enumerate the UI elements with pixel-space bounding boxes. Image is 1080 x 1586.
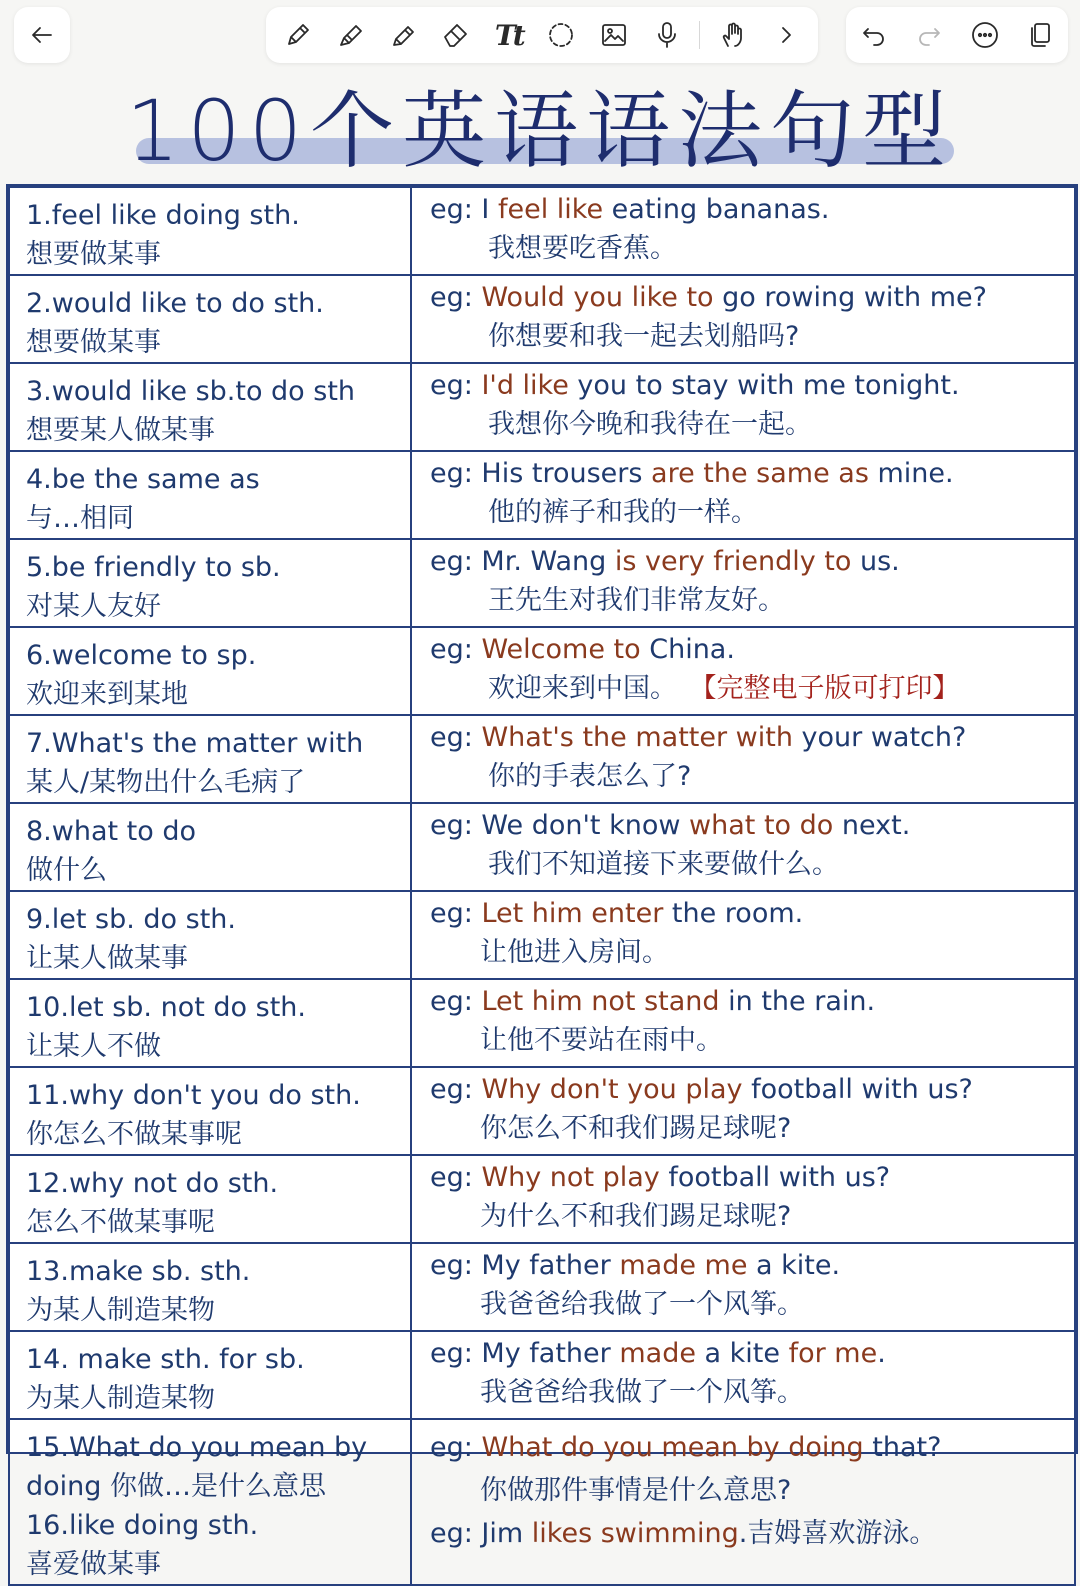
- pattern-english: 16.like doing sth.: [26, 1510, 259, 1541]
- image-icon: [599, 20, 629, 50]
- example-english: eg: His trousers are the same as mine.: [430, 458, 954, 489]
- example-cell: [411, 1419, 1075, 1585]
- table-row: [9, 1243, 1075, 1331]
- example-cell: [411, 1331, 1075, 1419]
- example-chinese: 让他不要站在雨中。: [480, 1025, 723, 1056]
- example-english: eg: Jim likes swimming.吉姆喜欢游泳。: [430, 1518, 937, 1549]
- pattern-cell: [9, 451, 411, 539]
- example-english: eg: Mr. Wang is very friendly to us.: [430, 546, 900, 577]
- example-chinese: 让他进入房间。: [480, 937, 669, 968]
- pattern-chinese: 某人/某物出什么毛病了: [26, 767, 306, 798]
- example-english: eg: Let him not stand in the rain.: [430, 986, 876, 1017]
- example-cell: [411, 539, 1075, 627]
- example-english: eg: Welcome to China.: [430, 634, 735, 665]
- pattern-cell: [9, 1331, 411, 1419]
- pattern-english: 13.make sb. sth.: [26, 1256, 251, 1287]
- arrow-left-icon: [27, 20, 57, 50]
- table-row: [9, 363, 1075, 451]
- table-row: [9, 451, 1075, 539]
- example-english: eg: My father made me a kite.: [430, 1250, 841, 1281]
- pattern-cell: [9, 979, 411, 1067]
- example-cell: [411, 979, 1075, 1067]
- table-row: [9, 1067, 1075, 1155]
- example-english: eg: My father made a kite for me.: [430, 1338, 886, 1369]
- microphone-tool-button[interactable]: [647, 15, 687, 55]
- back-button[interactable]: [22, 15, 62, 55]
- lasso-tool-button[interactable]: [541, 15, 581, 55]
- example-chinese: 你的手表怎么了?: [488, 761, 692, 792]
- example-chinese: 王先生对我们非常友好。: [488, 585, 785, 616]
- eraser-icon: [441, 20, 471, 50]
- promo-note: 【完整电子版可打印】: [703, 673, 960, 704]
- more-icon: [970, 20, 1000, 50]
- table-row: [9, 627, 1075, 715]
- pattern-english: 2.would like to do sth.: [26, 288, 324, 319]
- pattern-english: 15.What do you mean by: [26, 1432, 368, 1463]
- table-row: [9, 979, 1075, 1067]
- pattern-english: 11.why don't you do sth.: [26, 1080, 361, 1111]
- pattern-chinese: 你怎么不做某事呢: [26, 1119, 242, 1150]
- pattern-english: 6.welcome to sp.: [26, 640, 257, 671]
- pattern-cell: [9, 627, 411, 715]
- example-english: eg: Would you like to go rowing with me?: [430, 282, 987, 313]
- back-button-group: [14, 7, 70, 63]
- pattern-chinese: 想要做某事: [26, 327, 161, 358]
- example-english: eg: Let him enter the room.: [430, 898, 804, 929]
- pattern-chinese: 做什么: [26, 855, 107, 886]
- example-cell: [411, 1155, 1075, 1243]
- pattern-chinese: 欢迎来到某地: [26, 679, 188, 710]
- pen-tool-button[interactable]: [278, 15, 318, 55]
- pattern-chinese: 想要做某事: [26, 239, 161, 270]
- example-cell: [411, 1243, 1075, 1331]
- hand-touch-icon: [718, 20, 748, 50]
- pattern-chinese: 为某人制造某物: [26, 1383, 215, 1414]
- pattern-chinese: 怎么不做某事呢: [26, 1207, 215, 1238]
- chevron-right-icon: [771, 20, 801, 50]
- pattern-chinese: 为某人制造某物: [26, 1295, 215, 1326]
- pattern-cell: [9, 1419, 411, 1585]
- example-cell: [411, 715, 1075, 803]
- pattern-chinese: 让某人做某事: [26, 943, 188, 974]
- pattern-english: 10.let sb. not do sth.: [26, 992, 306, 1023]
- example-english: eg: We don't know what to do next.: [430, 810, 911, 841]
- example-chinese: 你做那件事情是什么意思?: [480, 1475, 792, 1506]
- example-cell: [411, 187, 1075, 275]
- title-area: [0, 62, 1080, 182]
- example-chinese: 我想你今晚和我待在一起。: [488, 409, 812, 440]
- example-cell: [411, 451, 1075, 539]
- pattern-cell: [9, 803, 411, 891]
- table-row: [9, 275, 1075, 363]
- table-row: [9, 891, 1075, 979]
- pattern-chinese: 让某人不做: [26, 1031, 161, 1062]
- example-cell: [411, 803, 1075, 891]
- marker-tool-button[interactable]: [384, 15, 424, 55]
- pattern-cell: [9, 187, 411, 275]
- example-english: eg: What's the matter with your watch?: [430, 722, 967, 753]
- table-row: [9, 1331, 1075, 1419]
- pages-icon: [1025, 20, 1055, 50]
- eraser-tool-button[interactable]: [436, 15, 476, 55]
- example-chinese: 为什么不和我们踢足球呢?: [480, 1201, 792, 1232]
- pattern-english: 7.What's the matter with: [26, 728, 364, 759]
- pattern-chinese: 想要某人做某事: [26, 415, 215, 446]
- undo-icon: [859, 20, 889, 50]
- pages-button[interactable]: [1020, 15, 1060, 55]
- table-row: [9, 187, 1075, 275]
- example-chinese: 欢迎来到中国。 【完整电子版可打印】: [488, 673, 960, 704]
- table-row: [9, 715, 1075, 803]
- pattern-cell: [9, 275, 411, 363]
- text-tool-button[interactable]: [489, 15, 529, 55]
- more-options-button[interactable]: [965, 15, 1005, 55]
- marker-icon: [389, 20, 419, 50]
- table-row: [9, 539, 1075, 627]
- image-tool-button[interactable]: [594, 15, 634, 55]
- pattern-chinese: 与…相同: [26, 503, 134, 534]
- pattern-cell: [9, 1243, 411, 1331]
- pattern-chinese: 对某人友好: [26, 591, 161, 622]
- pattern-chinese: 喜爱做某事: [26, 1549, 161, 1580]
- redo-button[interactable]: [909, 15, 949, 55]
- example-cell: [411, 1067, 1075, 1155]
- pattern-cell: [9, 891, 411, 979]
- touch-mode-button[interactable]: [713, 15, 753, 55]
- history-toolbar: [846, 7, 1068, 63]
- pattern-english: 1.feel like doing sth.: [26, 200, 300, 231]
- pattern-english: 12.why not do sth.: [26, 1168, 279, 1199]
- microphone-icon: [652, 20, 682, 50]
- grammar-table-sheet: [6, 184, 1078, 1580]
- page-title: 100个英语语法句型: [125, 82, 955, 180]
- example-cell: [411, 627, 1075, 715]
- example-chinese: 他的裤子和我的一样。: [488, 497, 758, 528]
- example-cell: [411, 275, 1075, 363]
- example-chinese: 我爸爸给我做了一个风筝。: [480, 1289, 804, 1320]
- pattern-english-cont: doing 你做…是什么意思: [26, 1471, 326, 1502]
- example-english: eg: Why not play football with us?: [430, 1162, 891, 1193]
- pattern-english: 9.let sb. do sth.: [26, 904, 237, 935]
- drawing-toolbar: [266, 7, 818, 63]
- pattern-english: 4.be the same as: [26, 464, 260, 495]
- table-row: [9, 803, 1075, 891]
- example-cell: [411, 363, 1075, 451]
- example-chinese: 你怎么不和我们踢足球呢?: [480, 1113, 792, 1144]
- text-tool-icon: Tt: [494, 18, 523, 52]
- table-row: [9, 1155, 1075, 1243]
- toolbar-more-button[interactable]: [766, 15, 806, 55]
- example-cell: [411, 891, 1075, 979]
- pattern-english: 14. make sth. for sb.: [26, 1344, 305, 1375]
- toolbar-divider: [699, 21, 700, 49]
- pattern-english: 8.what to do: [26, 816, 197, 847]
- highlighter-icon: [336, 20, 366, 50]
- redo-icon: [914, 20, 944, 50]
- pattern-cell: [9, 363, 411, 451]
- example-english: eg: Why don't you play football with us?: [430, 1074, 973, 1105]
- pattern-cell: [9, 539, 411, 627]
- example-english: eg: What do you mean by doing that?: [430, 1432, 942, 1463]
- lasso-icon: [546, 20, 576, 50]
- pattern-cell: [9, 715, 411, 803]
- undo-button[interactable]: [854, 15, 894, 55]
- example-english: eg: I'd like you to stay with me tonight.: [430, 370, 960, 401]
- pattern-cell: [9, 1155, 411, 1243]
- highlighter-tool-button[interactable]: [331, 15, 371, 55]
- pattern-english: 3.would like sb.to do sth: [26, 376, 356, 407]
- example-chinese: 我爸爸给我做了一个风筝。: [480, 1377, 804, 1408]
- example-english: eg: I feel like eating bananas.: [430, 194, 830, 225]
- pen-icon: [283, 20, 313, 50]
- example-chinese: 你想要和我一起去划船吗?: [488, 321, 800, 352]
- pattern-cell: [9, 1067, 411, 1155]
- pattern-english: 5.be friendly to sb.: [26, 552, 281, 583]
- table-row-last: [9, 1419, 1075, 1585]
- example-chinese: 我们不知道接下来要做什么。: [488, 849, 839, 880]
- example-chinese: 我想要吃香蕉。: [488, 233, 677, 264]
- grammar-table: [8, 186, 1076, 1586]
